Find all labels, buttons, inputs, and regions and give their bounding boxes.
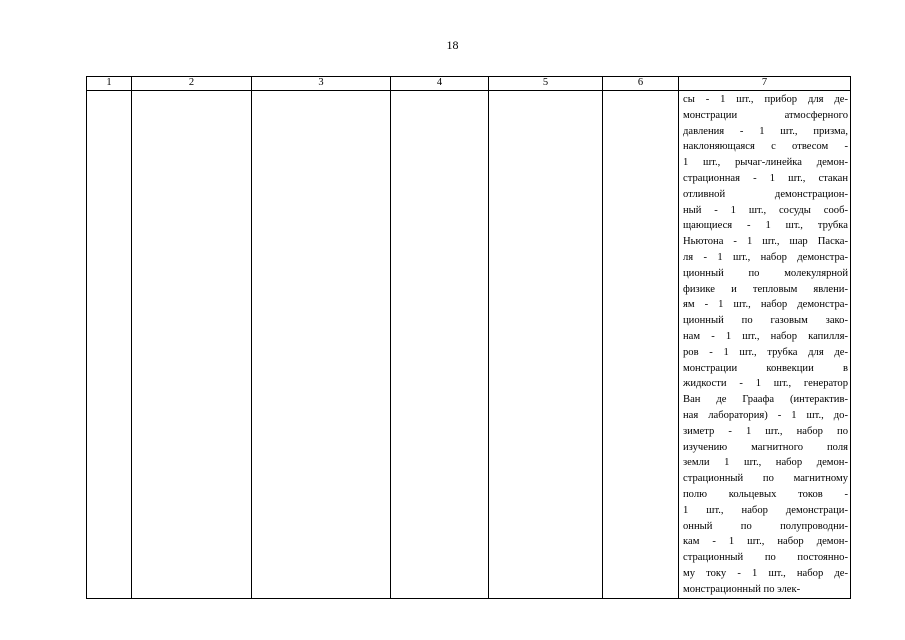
equipment-description-text bbox=[679, 91, 850, 598]
column-header-2: 2 bbox=[132, 77, 252, 91]
cell-col-4 bbox=[391, 91, 489, 599]
description-line: щающиеся - 1 шт., трубка bbox=[683, 220, 848, 232]
description-line: Ньютона - 1 шт., шар Паска- bbox=[683, 236, 848, 248]
description-line: страционный по постоянно- bbox=[683, 552, 848, 564]
description-line: жидкости - 1 шт., генератор bbox=[683, 378, 848, 390]
description-line: изучению магнитного поля bbox=[683, 441, 848, 453]
column-header-7: 7 bbox=[679, 77, 851, 91]
cell-col-7 bbox=[679, 91, 851, 599]
description-line: ям - 1 шт., набор демонстра- bbox=[683, 299, 848, 311]
description-line: монстрации конвекции в bbox=[683, 362, 848, 374]
description-line: страционный по магнитному bbox=[683, 473, 848, 485]
description-line: страционная - 1 шт., стакан bbox=[683, 172, 848, 184]
description-line: му току - 1 шт., набор де- bbox=[683, 567, 848, 579]
table-row bbox=[87, 91, 851, 599]
description-line: онный по полупроводни- bbox=[683, 520, 848, 532]
description-line: давления - 1 шт., призма, bbox=[683, 125, 848, 137]
description-line: ров - 1 шт., трубка для де- bbox=[683, 346, 848, 358]
description-line: ционный по газовым зако- bbox=[683, 315, 848, 327]
description-line: нам - 1 шт., набор капилля- bbox=[683, 330, 848, 342]
table-header-row bbox=[87, 77, 851, 91]
column-header-5: 5 bbox=[489, 77, 603, 91]
description-line: физике и тепловым явлени- bbox=[683, 283, 848, 295]
column-header-3: 3 bbox=[252, 77, 391, 91]
page-number: 18 bbox=[446, 38, 459, 52]
description-line: ный - 1 шт., сосуды сооб- bbox=[683, 204, 848, 216]
description-line: отливной демонстрацион- bbox=[683, 188, 848, 200]
description-line: монстрационный по элек- bbox=[683, 583, 801, 595]
description-line: ля - 1 шт., набор демонстра- bbox=[683, 251, 848, 263]
description-line: полю кольцевых токов - bbox=[683, 488, 848, 500]
cell-col-5 bbox=[489, 91, 603, 599]
cell-col-1 bbox=[87, 91, 132, 599]
description-line: ная лаборатория) - 1 шт., до- bbox=[683, 409, 848, 421]
description-line: ционный по молекулярной bbox=[683, 267, 848, 279]
description-line: 1 шт., набор демонстраци- bbox=[683, 504, 848, 516]
description-line: земли 1 шт., набор демон- bbox=[683, 457, 848, 469]
cell-col-3 bbox=[252, 91, 391, 599]
document-table bbox=[86, 76, 851, 599]
description-line: монстрации атмосферного bbox=[683, 109, 848, 121]
column-header-4: 4 bbox=[391, 77, 489, 91]
description-line: 1 шт., рычаг-линейка демон- bbox=[683, 157, 848, 169]
column-header-1: 1 bbox=[87, 77, 132, 91]
cell-col-6 bbox=[603, 91, 679, 599]
column-header-6: 6 bbox=[603, 77, 679, 91]
description-line: зиметр - 1 шт., набор по bbox=[683, 425, 848, 437]
cell-col-2 bbox=[132, 91, 252, 599]
description-line: Ван де Граафа (интерактив- bbox=[683, 394, 848, 406]
description-line: сы - 1 шт., прибор для де- bbox=[683, 94, 848, 105]
description-line: кам - 1 шт., набор демон- bbox=[683, 536, 848, 548]
description-line: наклоняющаяся с отвесом - bbox=[683, 141, 848, 153]
